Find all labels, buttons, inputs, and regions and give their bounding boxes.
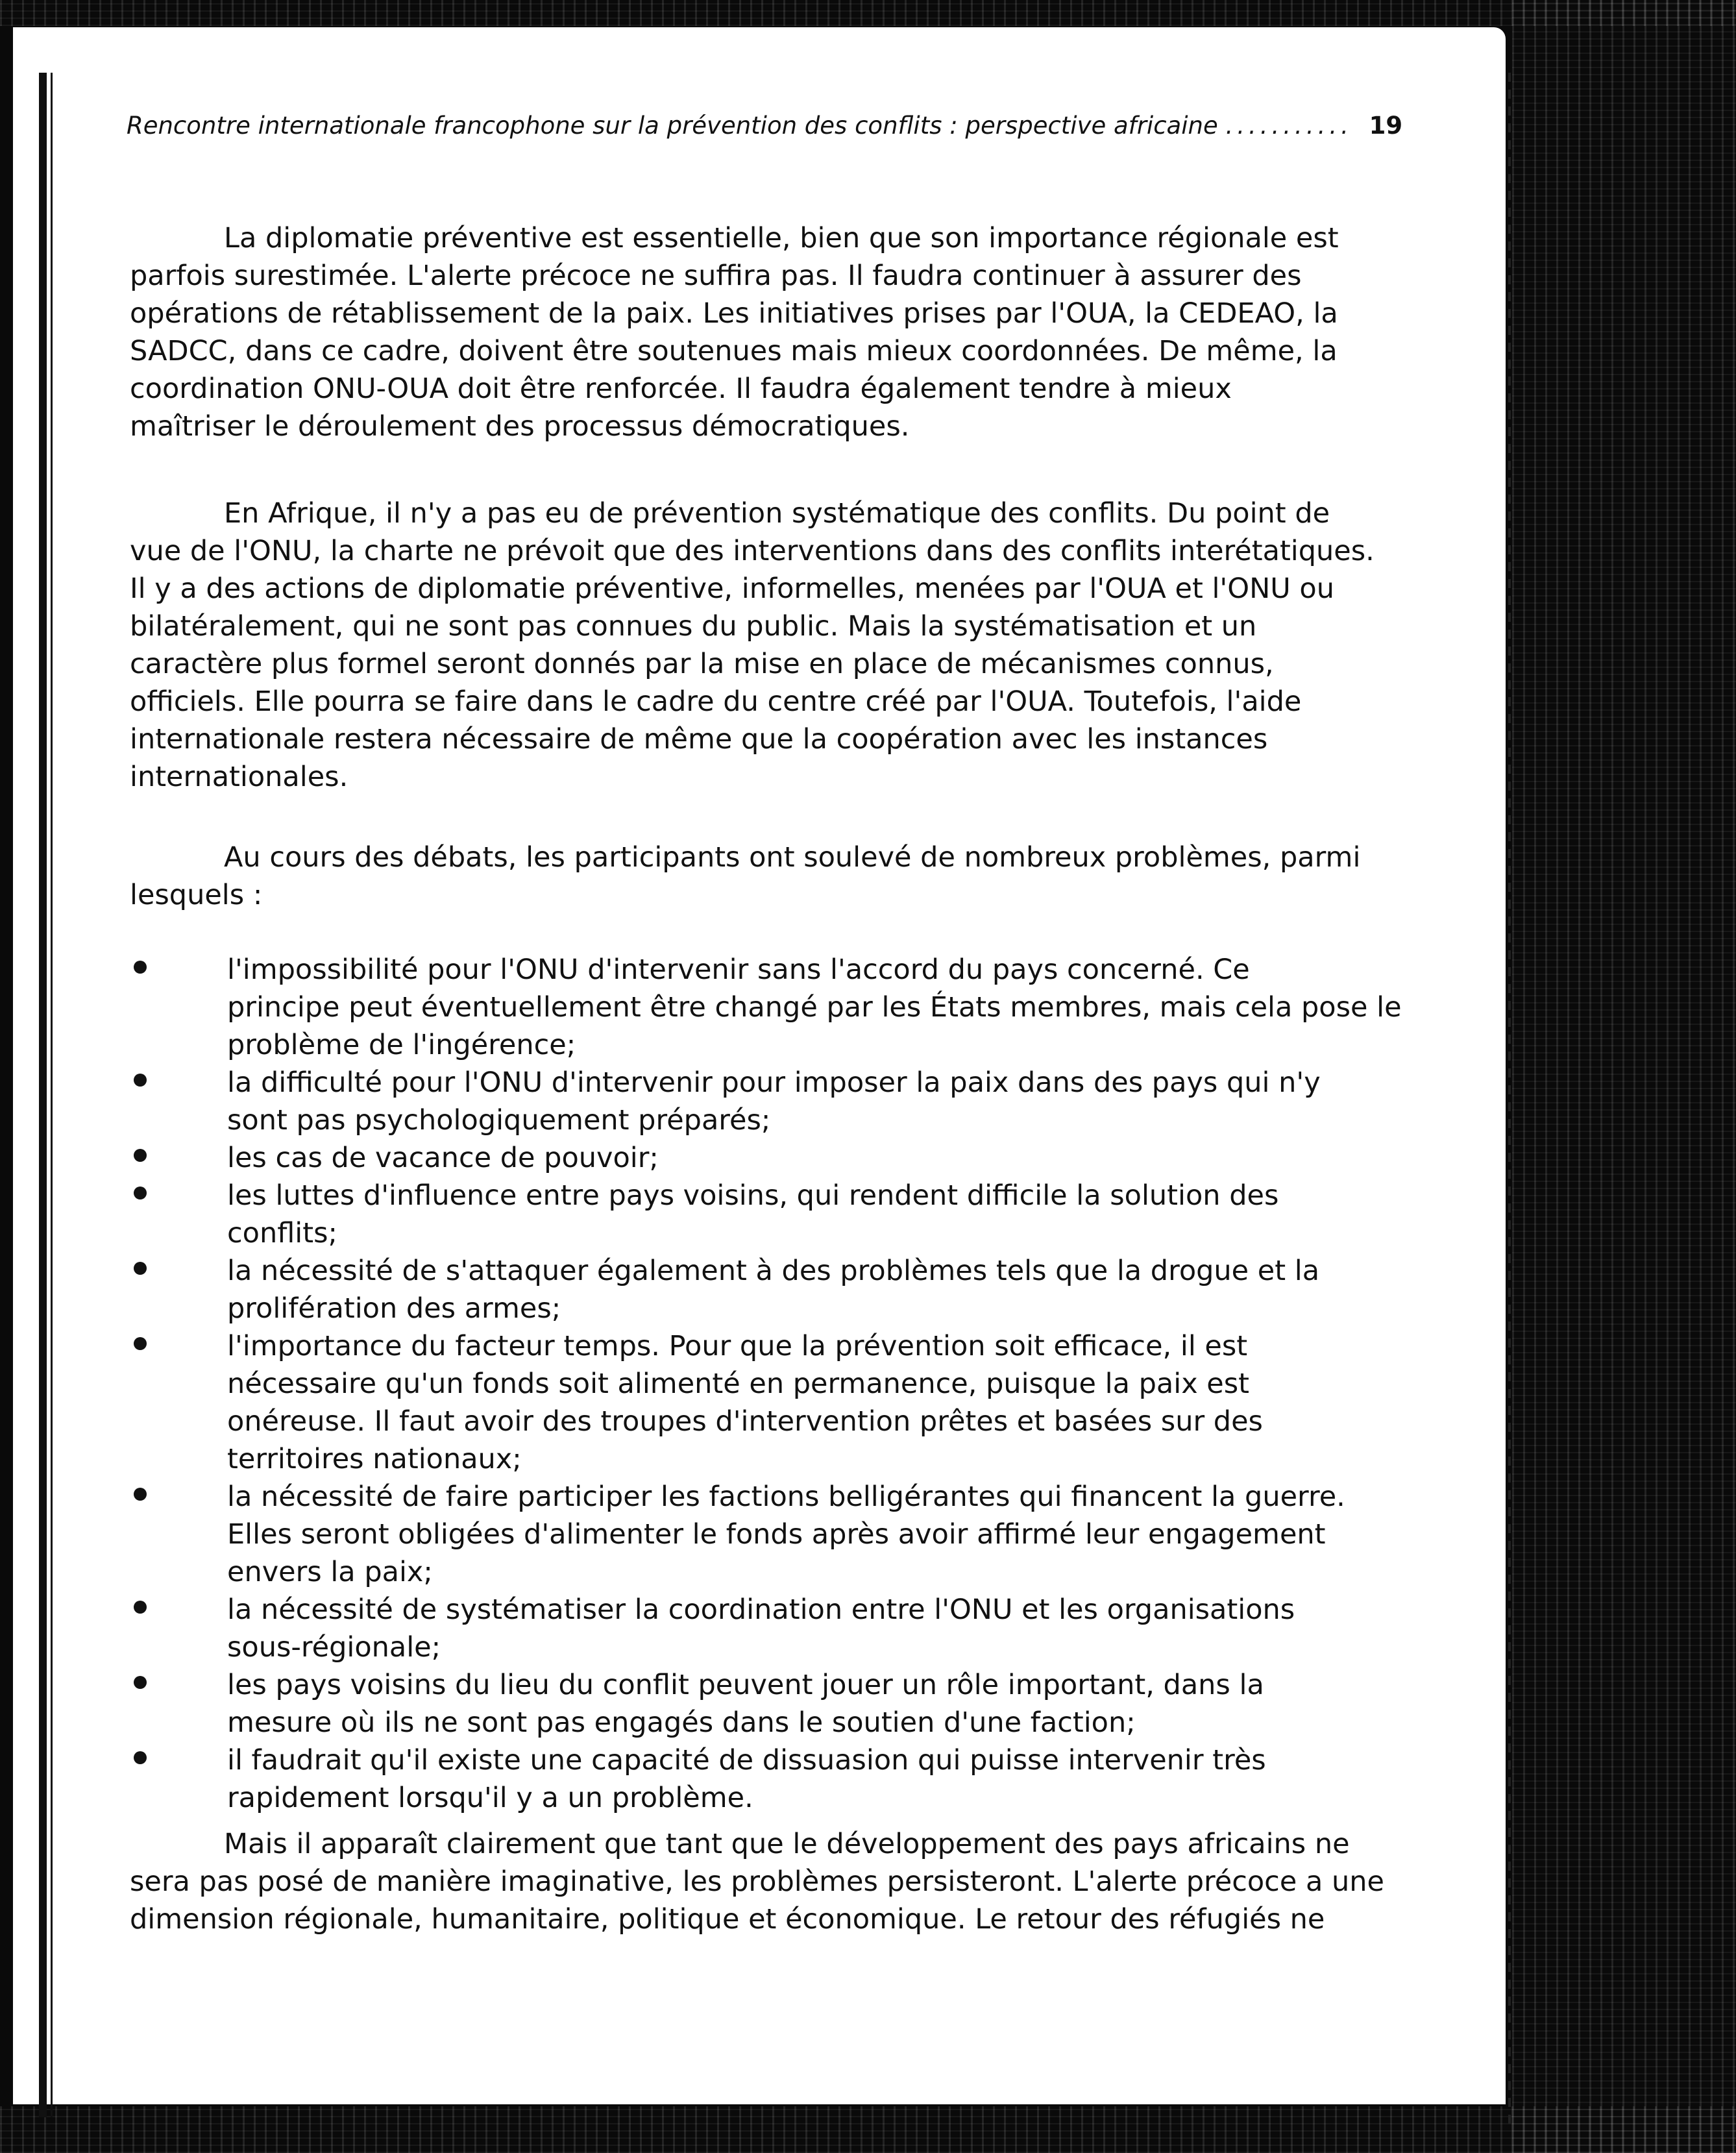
paragraph-line: caractère plus formel seront donnés par la mise en place de mécanismes connus, bbox=[130, 648, 1274, 680]
list-item-line: mesure où ils ne sont pas engagés dans le soutien d'une faction; bbox=[227, 1706, 1136, 1739]
list-item-line: envers la paix; bbox=[227, 1556, 433, 1588]
problems-bullet-list bbox=[130, 951, 1428, 1817]
paragraph-2 bbox=[130, 495, 1395, 796]
list-item-line: Elles seront obligées d'alimenter le fonds après avoir affirmé leur engagement bbox=[227, 1518, 1326, 1551]
list-item bbox=[130, 1666, 1428, 1741]
list-item bbox=[130, 1252, 1428, 1327]
list-item-line: nécessaire qu'un fonds soit alimenté en permanence, puisque la paix est bbox=[227, 1368, 1250, 1400]
paragraph-line: internationale restera nécessaire de même que la coopération avec les instances bbox=[130, 723, 1268, 756]
paragraph-4 bbox=[130, 1825, 1395, 1938]
bullet-icon bbox=[134, 1751, 147, 1764]
paragraph-line: sera pas posé de manière imaginative, les problèmes persisteront. L'alerte précoce a une bbox=[130, 1865, 1384, 1898]
paragraph-line: maîtriser le déroulement des processus démocratiques. bbox=[130, 410, 910, 443]
list-item bbox=[130, 1177, 1428, 1252]
list-item-line: problème de l'ingérence; bbox=[227, 1029, 576, 1061]
bullet-icon bbox=[134, 1337, 147, 1350]
list-item-line: l'impossibilité pour l'ONU d'intervenir sans l'accord du pays concerné. Ce bbox=[227, 953, 1250, 986]
paragraph-line: En Afrique, il n'y a pas eu de prévention systématique des conflits. Du point de bbox=[224, 497, 1330, 530]
paragraph-line: Au cours des débats, les participants ont soulevé de nombreux problèmes, parmi bbox=[224, 841, 1361, 874]
paragraph-line: La diplomatie préventive est essentielle, bien que son importance régionale est bbox=[224, 222, 1339, 254]
list-item-line: prolifération des armes; bbox=[227, 1292, 561, 1325]
bullet-icon bbox=[134, 961, 147, 974]
paragraph-3 bbox=[130, 839, 1395, 914]
list-item-line: la nécessité de faire participer les factions belligérantes qui financent la guerre. bbox=[227, 1481, 1345, 1513]
list-item-line: les luttes d'influence entre pays voisins, qui rendent difficile la solution des bbox=[227, 1179, 1279, 1212]
document-page bbox=[13, 27, 1506, 2104]
binding-edge-line-inner bbox=[51, 73, 53, 2117]
header-leader-dots: ........... bbox=[1225, 112, 1352, 140]
list-item bbox=[130, 1741, 1428, 1817]
list-item-line: la difficulté pour l'ONU d'intervenir pour imposer la paix dans des pays qui n'y bbox=[227, 1066, 1321, 1099]
list-item-line: principe peut éventuellement être changé par les États membres, mais cela pose le bbox=[227, 991, 1402, 1024]
list-item bbox=[130, 1327, 1428, 1478]
paragraph-line: Il y a des actions de diplomatie préventive, informelles, menées par l'OUA et l'ONU ou bbox=[130, 572, 1334, 605]
list-item-line: rapidement lorsqu'il y a un problème. bbox=[227, 1782, 753, 1814]
list-item bbox=[130, 951, 1428, 1064]
list-item-line: les cas de vacance de pouvoir; bbox=[227, 1142, 659, 1174]
list-item-line: onéreuse. Il faut avoir des troupes d'intervention prêtes et basées sur des bbox=[227, 1405, 1263, 1438]
header-title: Rencontre internationale francophone sur la prévention des conflits : perspective africaine bbox=[127, 112, 1218, 140]
bullet-icon bbox=[134, 1676, 147, 1689]
paragraph-1 bbox=[130, 219, 1395, 445]
list-item-line: sous-régionale; bbox=[227, 1631, 441, 1664]
page-right-edge bbox=[1508, 66, 1511, 2124]
list-item bbox=[130, 1139, 1428, 1177]
paragraph-line: officiels. Elle pourra se faire dans le cadre du centre créé par l'OUA. Toutefois, l'aide bbox=[130, 685, 1302, 718]
list-item-line: l'importance du facteur temps. Pour que la prévention soit efficace, il est bbox=[227, 1330, 1248, 1362]
paragraph-line: lesquels : bbox=[130, 879, 263, 911]
paragraph-line: Mais il apparaît clairement que tant que le développement des pays africains ne bbox=[224, 1828, 1350, 1860]
paragraph-line: opérations de rétablissement de la paix. Les initiatives prises par l'OUA, la CEDEAO, la bbox=[130, 297, 1338, 330]
scan-border-bottom bbox=[0, 2106, 1736, 2153]
scan-border-top bbox=[0, 0, 1736, 26]
paragraph-line: dimension régionale, humanitaire, politique et économique. Le retour des réfugiés ne bbox=[130, 1903, 1325, 1936]
bullet-icon bbox=[134, 1187, 147, 1200]
page-number: 19 bbox=[1369, 112, 1403, 140]
scan-border-right bbox=[1512, 0, 1736, 2153]
list-item-line: la nécessité de s'attaquer également à des problèmes tels que la drogue et la bbox=[227, 1255, 1320, 1287]
running-header bbox=[127, 112, 1418, 140]
list-item-line: territoires nationaux; bbox=[227, 1443, 522, 1475]
paragraph-line: bilatéralement, qui ne sont pas connues du public. Mais la systématisation et un bbox=[130, 610, 1257, 643]
list-item bbox=[130, 1478, 1428, 1591]
bullet-icon bbox=[134, 1262, 147, 1275]
paragraph-line: SADCC, dans ce cadre, doivent être soutenues mais mieux coordonnées. De même, la bbox=[130, 335, 1338, 367]
bullet-icon bbox=[134, 1601, 147, 1614]
bullet-icon bbox=[134, 1074, 147, 1087]
list-item-line: sont pas psychologiquement préparés; bbox=[227, 1104, 771, 1137]
list-item-line: les pays voisins du lieu du conflit peuvent jouer un rôle important, dans la bbox=[227, 1669, 1264, 1701]
paragraph-line: internationales. bbox=[130, 761, 348, 793]
binding-edge-line bbox=[39, 73, 47, 2117]
list-item bbox=[130, 1591, 1428, 1666]
list-item-line: il faudrait qu'il existe une capacité de dissuasion qui puisse intervenir très bbox=[227, 1744, 1266, 1777]
bullet-icon bbox=[134, 1149, 147, 1162]
paragraph-line: vue de l'ONU, la charte ne prévoit que des interventions dans des conflits interétatiques. bbox=[130, 535, 1375, 567]
paragraph-line: parfois surestimée. L'alerte précoce ne suffira pas. Il faudra continuer à assurer des bbox=[130, 260, 1302, 292]
list-item-line: la nécessité de systématiser la coordination entre l'ONU et les organisations bbox=[227, 1593, 1295, 1626]
bullet-icon bbox=[134, 1488, 147, 1501]
list-item-line: conflits; bbox=[227, 1217, 337, 1249]
list-item bbox=[130, 1064, 1428, 1139]
paragraph-line: coordination ONU-OUA doit être renforcée. Il faudra également tendre à mieux bbox=[130, 373, 1232, 405]
